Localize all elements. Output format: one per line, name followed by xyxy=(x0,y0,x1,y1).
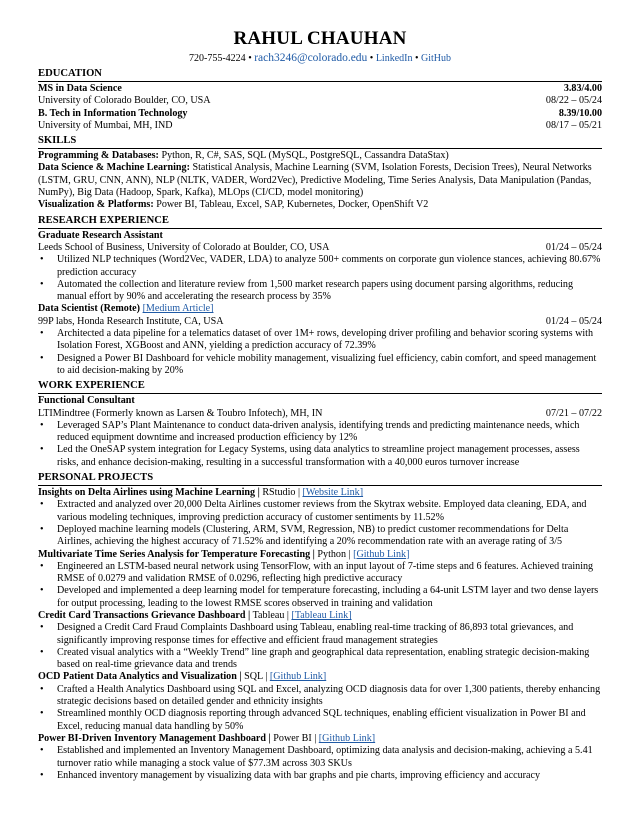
medium-article-link[interactable]: [Medium Article] xyxy=(142,303,214,315)
dates: 07/21 – 07/22 xyxy=(545,407,602,419)
skills-text: Python, R, C#, SAS, SQL (MySQL, PostgreSQL, Cassandra DataStax) xyxy=(158,150,449,162)
role-org-row xyxy=(38,316,602,328)
list-item: • Leveraged SAP’s Plant Maintenance to conduct data-driven analysis, identifying trends and predicting maintenance needs, which reduced equipment downtime and increased production efficiency by 12% xyxy=(38,420,602,445)
organization: Leeds School of Business, University of Colorado at Boulder, CO, USA xyxy=(38,241,330,253)
phone-number: 720-755-4224 xyxy=(189,53,246,64)
project-tool: Python | xyxy=(314,548,354,560)
github-link[interactable]: GitHub xyxy=(420,53,451,64)
project-tool: SQL | xyxy=(241,671,270,683)
list-item: • Engineered an LSTM-based neural network using TensorFlow, with an input layout of 7-time steps and 6 features. Achieved training RMSE of 0.0279 and validation RMSE of 0.0296, reflecting high predictive accuracy xyxy=(38,561,602,586)
dates: 01/24 – 05/24 xyxy=(545,315,602,327)
project-name: Power BI-Driven Inventory Management Dashboard | xyxy=(38,732,271,744)
dates: 08/17 – 05/21 xyxy=(545,119,602,131)
separator: • xyxy=(248,53,252,64)
skills-text: Statistical Analysis, Machine Learning (SVM, Isolation Forests, Decision Trees), Neural Networks (LSTM, GRU, CNN, ANN), NLP (NLTK, VADER, Word2Vec), Predictive Modeling, Time Series Analysis, Data Manipulation (Pandas, NumPy), Big Data (Hadoop, Spark, Kafka), MLOps (CI/CD, model monitoring) xyxy=(38,162,592,199)
education-section xyxy=(38,68,602,132)
list-item: • Architected a data pipeline for a telematics dataset of over 1M+ rows, developing driver profiling and behavior scoring systems with Isolation Forest, XGBoost and ANN, yielding a prediction accuracy of 72.39% xyxy=(38,328,602,353)
project-link[interactable]: [Github Link] xyxy=(353,548,410,560)
role-org-row xyxy=(38,408,602,420)
list-item: • Led the OneSAP system integration for Legacy Systems, using data analytics to streamline project management processes, assess risks, and enhance decision-making, resulting in a successful transformation with a 40,000 euros turnover increase xyxy=(38,444,602,469)
education-entry xyxy=(38,108,602,120)
project-tool: Tableau | xyxy=(250,609,292,621)
bullet-list xyxy=(38,328,602,377)
role-title: Data Scientist (Remote) xyxy=(38,303,141,315)
project-heading xyxy=(38,671,602,683)
education-entry xyxy=(38,83,602,95)
section-title: RESEARCH EXPERIENCE xyxy=(38,215,602,229)
project-heading xyxy=(38,733,602,745)
skills-text: Power BI, Tableau, Excel, SAP, Kubernetes, Docker, OpenShift V2 xyxy=(153,199,429,211)
research-section xyxy=(38,215,602,378)
section-title: SKILLS xyxy=(38,135,602,149)
section-title: WORK EXPERIENCE xyxy=(38,380,602,394)
bullet-list xyxy=(38,745,602,782)
linkedin-link[interactable]: LinkedIn xyxy=(375,53,413,64)
section-title: EDUCATION xyxy=(38,68,602,82)
candidate-name: RAHUL CHAUHAN xyxy=(233,28,407,49)
bullet-list xyxy=(38,561,602,610)
project-name: Multivariate Time Series Analysis for Temperature Forecasting | xyxy=(38,548,315,560)
project-tool: Power BI | xyxy=(270,732,319,744)
role-heading xyxy=(38,303,602,315)
project-link[interactable]: [Tableau Link] xyxy=(291,609,352,621)
list-item: • Established and implemented an Inventory Management Dashboard, optimizing data analysis and decision-making, achieving a 5.41 turnover ratio while managing a stock value of $77.3M across 303 SKUs xyxy=(38,745,602,770)
project-tool: RStudio | xyxy=(259,487,303,499)
school: University of Colorado Boulder, CO, USA xyxy=(38,95,211,107)
project-heading xyxy=(38,487,602,499)
role-org-row xyxy=(38,242,602,254)
project-link[interactable]: [Website Link] xyxy=(302,487,364,499)
list-item: • Utilized NLP techniques (Word2Vec, VADER, LDA) to analyze 500+ comments on corporate gun violence stances, achieving 80.67% prediction accuracy xyxy=(38,254,602,279)
skills-label: Visualization & Platforms: xyxy=(38,199,154,211)
project-name: OCD Patient Data Analytics and Visualization | xyxy=(38,671,242,683)
resume-page xyxy=(38,28,602,782)
bullet-list xyxy=(38,254,602,303)
education-entry-details xyxy=(38,95,602,107)
degree: MS in Data Science xyxy=(38,83,122,94)
gpa: 8.39/10.00 xyxy=(558,107,602,119)
work-section xyxy=(38,380,602,469)
projects-section xyxy=(38,472,602,782)
separator: • xyxy=(369,53,374,64)
list-item: • Enhanced inventory management by visualizing data with bar graphs and pie charts, improving efficiency and accuracy xyxy=(38,770,602,782)
list-item: • Extracted and analyzed over 20,000 Delta Airlines customer reviews from the Skytrax website. Employed data cleaning, EDA, and various modeling techniques, improving prediction accuracy of customer sentiments by 11.52% xyxy=(38,499,602,524)
list-item: • Created visual analytics with a “Weekly Trend” line graph and geographical data representation, enabling strategic decision-making based on real-time grievance data and trends xyxy=(38,647,602,672)
skills-line xyxy=(38,150,602,162)
organization: LTIMindtree (Formerly known as Larsen & Toubro Infotech), MH, IN xyxy=(38,407,323,419)
bullet-list xyxy=(38,420,602,469)
list-item: • Developed and implemented a deep learning model for temperature forecasting, including a 64-unit LSTM layer and two dense layers for output processing, leading to the lowest RMSE scores observed in training and validation xyxy=(38,585,602,610)
bullet-list xyxy=(38,684,602,733)
project-name: Credit Card Transactions Grievance Dashboard | xyxy=(38,609,251,621)
section-title: PERSONAL PROJECTS xyxy=(38,472,602,486)
list-item: • Automated the collection and literature review from 1,500 market research papers using document parsing algorithms, reducing manual effort by 90% and accelerating the research process by 35% xyxy=(38,279,602,304)
degree: B. Tech in Information Technology xyxy=(38,107,188,119)
list-item: • Designed a Credit Card Fraud Complaints Dashboard using Tableau, enabling real-time tracking of 86,893 total grievances, and significantly improving response times for effective and efficient fraud management strategies xyxy=(38,622,602,647)
contact-line xyxy=(38,52,602,65)
bullet-list xyxy=(38,622,602,671)
education-entry-details xyxy=(38,120,602,132)
role-title: Graduate Research Assistant xyxy=(38,229,163,241)
dates: 08/22 – 05/24 xyxy=(545,95,602,107)
role-title: Functional Consultant xyxy=(38,395,135,407)
gpa: 3.83/4.00 xyxy=(563,83,602,94)
bullet-list xyxy=(38,499,602,548)
skills-label: Data Science & Machine Learning: xyxy=(38,162,190,174)
skills-line xyxy=(38,162,602,199)
list-item: • Streamlined monthly OCD diagnosis reporting through advanced SQL techniques, enabling efficient visualization in Power BI and Excel, reducing manual data handling by 50% xyxy=(38,708,602,733)
skills-label: Programming & Databases: xyxy=(38,150,159,162)
skills-section xyxy=(38,135,602,211)
role-heading xyxy=(38,230,602,242)
email-link[interactable]: rach3246@colorado.edu xyxy=(254,52,368,64)
dates: 01/24 – 05/24 xyxy=(545,241,602,253)
list-item: • Designed a Power BI Dashboard for vehicle mobility management, visualizing fuel efficiency, cabin comfort, and speed management to aid decision-making by 20% xyxy=(38,353,602,378)
organization: 99P labs, Honda Research Institute, CA, USA xyxy=(38,315,224,327)
project-link[interactable]: [Github Link] xyxy=(318,732,376,744)
list-item: • Crafted a Health Analytics Dashboard using SQL and Excel, analyzing OCD diagnosis data for over 1,300 patients, thereby enhancing strategic decisions based on detailed gender and ethnicity insights xyxy=(38,684,602,709)
project-heading xyxy=(38,549,602,561)
separator: • xyxy=(414,53,419,64)
skills-line xyxy=(38,199,602,211)
project-name: Insights on Delta Airlines using Machine Learning | xyxy=(38,487,260,499)
project-link[interactable]: [Github Link] xyxy=(269,671,327,683)
school: University of Mumbai, MH, IND xyxy=(38,119,173,131)
project-heading xyxy=(38,610,602,622)
list-item: • Deployed machine learning models (Clustering, ARM, SVM, Regression, NB) to predict customer recommendations for Delta Airlines, achieving the highest accuracy of 71.52% and identifying a 20% recommendation rate with an average rating of 3/5 xyxy=(38,524,602,549)
